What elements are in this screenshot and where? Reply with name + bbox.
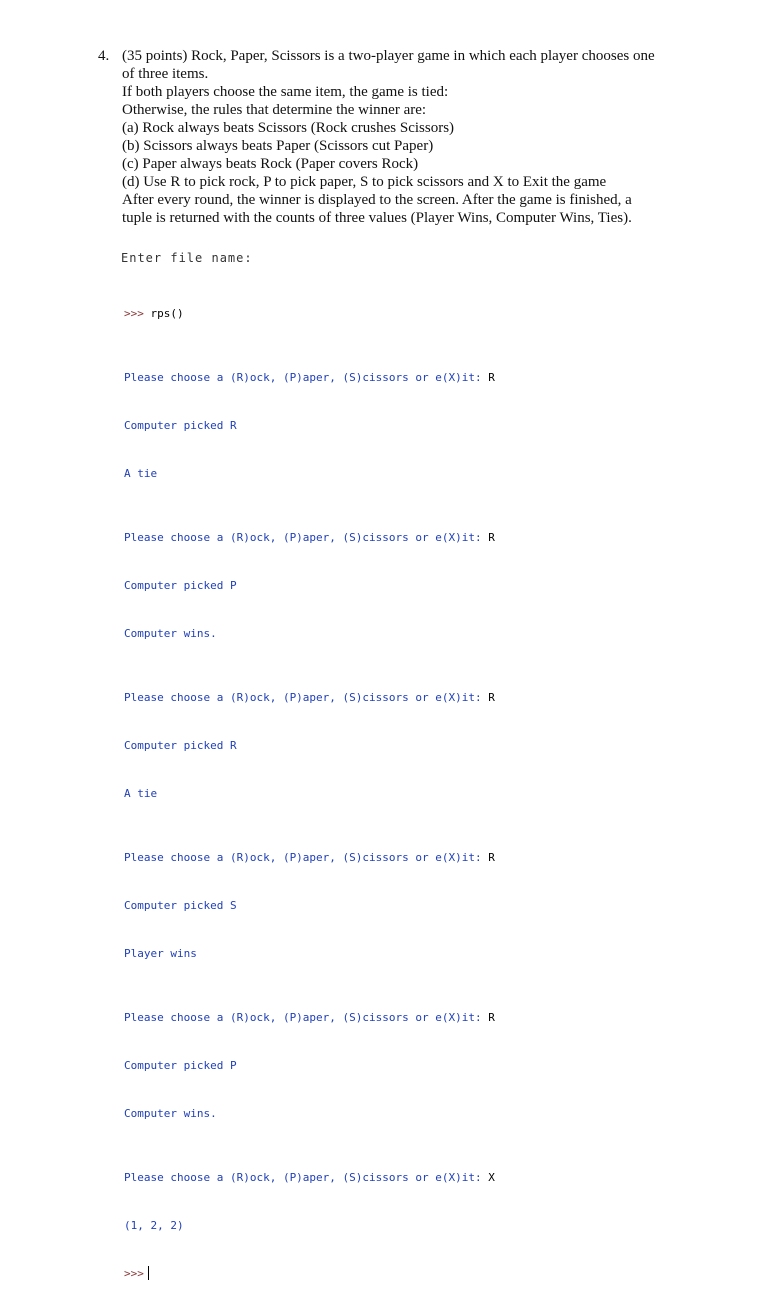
computer-pick: Computer picked P [124, 579, 237, 592]
question-line: (35 points) Rock, Paper, Scissors is a two-player game in which each player chooses one [122, 48, 655, 64]
text-cursor [148, 1266, 149, 1280]
question-header [98, 47, 698, 227]
user-input: R [488, 851, 495, 864]
shell-prompt: >>> [124, 1267, 144, 1280]
question-body [122, 47, 698, 227]
user-input: X [488, 1171, 495, 1184]
choose-prompt: Please choose a (R)ock, (P)aper, (S)cissors or e(X)it: [124, 371, 489, 384]
question-line: After every round, the winner is displayed to the screen. After the game is finished, a [122, 192, 632, 208]
choose-prompt: Please choose a (R)ock, (P)aper, (S)cissors or e(X)it: [124, 851, 489, 864]
user-input: R [488, 1011, 495, 1024]
rule-a: (a) Rock always beats Scissors (Rock crushes Scissors) [122, 120, 455, 136]
choose-prompt: Please choose a (R)ock, (P)aper, (S)cissors or e(X)it: [124, 1171, 489, 1184]
shell-prompt: >>> [124, 307, 144, 320]
choose-line [124, 1170, 495, 1186]
user-input: R [488, 691, 495, 704]
choose-prompt: Please choose a (R)ock, (P)aper, (S)cissors or e(X)it: [124, 531, 489, 544]
user-input: R [488, 531, 495, 544]
clipped-shell-line [121, 251, 261, 266]
round-result: Computer wins. [124, 1107, 217, 1120]
rule-d: (d) Use R to pick rock, P to pick paper, S to pick scissors and X to Exit the game [122, 174, 607, 190]
round-result: A tie [124, 787, 158, 800]
choose-line [124, 690, 495, 706]
shell-command: rps() [143, 307, 184, 320]
choose-line [124, 1010, 495, 1026]
computer-pick: Computer picked R [124, 739, 237, 752]
question-number: 4. [98, 48, 110, 64]
round-result: Player wins [124, 947, 197, 960]
computer-pick: Computer picked R [124, 419, 237, 432]
computer-pick: Computer picked P [124, 1059, 237, 1072]
choose-line [124, 370, 495, 386]
choose-prompt: Please choose a (R)ock, (P)aper, (S)cissors or e(X)it: [124, 1011, 489, 1024]
shell-input-line[interactable] [124, 1266, 495, 1282]
rule-b: (b) Scissors always beats Paper (Scissors cut Paper) [122, 138, 434, 154]
clipped-shell-text: Enter file name: [121, 251, 253, 265]
user-input: R [488, 371, 495, 384]
choose-line [124, 530, 495, 546]
choose-line [124, 850, 495, 866]
computer-pick: Computer picked S [124, 899, 237, 912]
question-line: tuple is returned with the counts of three values (Player Wins, Computer Wins, Ties). [122, 210, 632, 226]
question-4 [98, 47, 698, 227]
question-line: of three items. [122, 66, 209, 82]
shell-command-line [124, 306, 495, 322]
return-tuple: (1, 2, 2) [124, 1219, 184, 1232]
question-line: Otherwise, the rules that determine the winner are: [122, 102, 427, 118]
question-line: If both players choose the same item, the game is tied: [122, 84, 449, 100]
choose-prompt: Please choose a (R)ock, (P)aper, (S)cissors or e(X)it: [124, 691, 489, 704]
python-shell-output[interactable] [124, 274, 495, 1298]
rule-c: (c) Paper always beats Rock (Paper covers Rock) [122, 156, 419, 172]
round-result: Computer wins. [124, 627, 217, 640]
round-result: A tie [124, 467, 158, 480]
